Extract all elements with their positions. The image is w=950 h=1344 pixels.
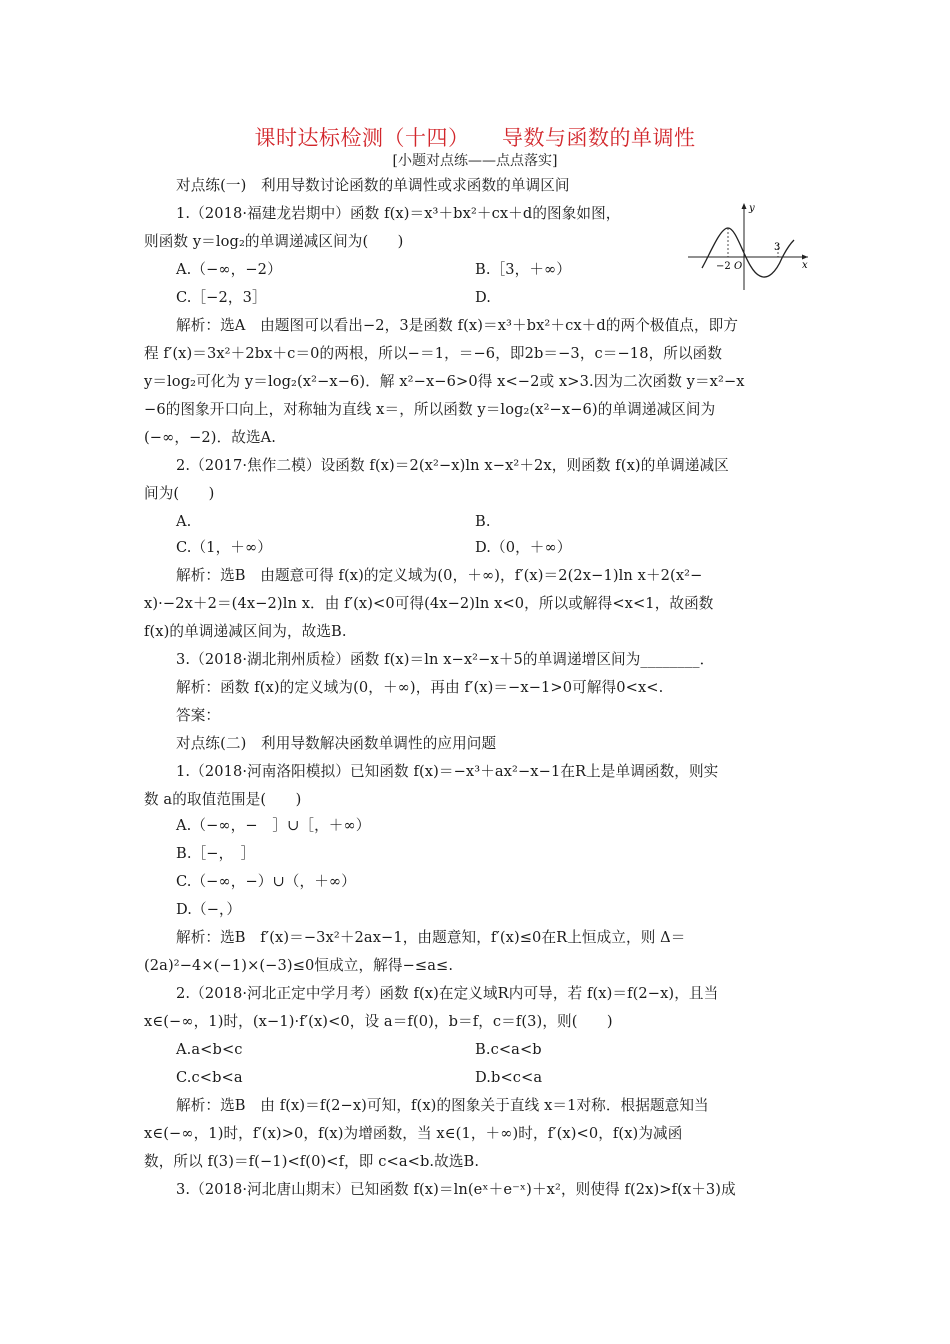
page-title: 课时达标检测（十四） 导数与函数的单调性 [254, 126, 696, 150]
text-line: f(x)的单调递减区间为，故选B. [144, 623, 347, 640]
x-axis-label: x [802, 260, 808, 271]
text-line: 解析：选B 由 f(x)＝f(2−x)可知，f(x)的图象关于直线 x＝1对称．根据题意知当 [176, 1097, 709, 1114]
text-line: (2a)²−4×(−1)×(−3)≤0恒成立，解得−≤a≤. [144, 957, 454, 974]
text-line: 解析：选A 由题图可以看出−2，3是函数 f(x)＝x³＋bx²＋cx＋d的两个极值点，即方 [176, 317, 739, 334]
text-line: 3.（2018·湖北荆州质检）函数 f(x)＝ln x−x²−x＋5的单调递增区间为________． [176, 651, 715, 668]
option-a: A.a<b<c [176, 1041, 243, 1058]
x-axis-arrow [802, 255, 808, 260]
text-line: 程 f′(x)＝3x²＋2bx＋c＝0的两根，所以−＝1，＝−6，即2b＝−3，c＝−18，所以函数 [144, 345, 723, 362]
text-line: x)·−2x＋2＝(4x−2)ln x．由 f′(x)<0可得(4x−2)ln x<0，所以或解得<x<1，故函数 [144, 595, 714, 612]
option-b: B.［3，＋∞） [475, 261, 571, 278]
text-line: 解析：选B f′(x)＝−3x²＋2ax−1，由题意知，f′(x)≤0在R上恒成立，则 Δ＝ [176, 929, 686, 946]
option-c: C.c<b<a [176, 1069, 243, 1086]
option-b: B. [475, 513, 491, 530]
section-heading: 对点练(二) 利用导数解决函数单调性的应用问题 [176, 735, 497, 752]
text-line: 则函数 y＝log₂的单调递减区间为( ) [144, 233, 404, 250]
text-line: 1.（2018·福建龙岩期中）函数 f(x)＝x³＋bx²＋cx＋d的图象如图， [176, 205, 621, 222]
text-line: (−∞，−2)．故选A. [144, 429, 277, 446]
option-a: A.（−∞，− ］∪［，＋∞） [176, 817, 371, 834]
text-line: 数，所以 f(3)＝f(−1)<f(0)<f，即 c<a<b.故选B. [144, 1153, 480, 1170]
section-heading: 对点练(一) 利用导数讨论函数的单调性或求函数的单调区间 [176, 177, 570, 194]
text-line: 1.（2018·河南洛阳模拟）已知函数 f(x)＝−x³＋ax²−x−1在R上是单调函数，则实 [176, 763, 719, 780]
text-line: 2.（2017·焦作二模）设函数 f(x)＝2(x²−x)ln x−x²＋2x，则函数 f(x)的单调递减区 [176, 457, 729, 474]
text-line: y＝log₂可化为 y＝log₂(x²−x−6)．解 x²−x−6>0得 x<−2或 x>3.因为二次函数 y＝x²−x [144, 373, 745, 390]
option-c: C.（−∞，−）∪（，＋∞） [176, 873, 356, 890]
text-line: x∈(−∞，1)时，(x−1)·f′(x)<0，设 a＝f(0)，b＝f，c＝f(3)，则( ) [144, 1013, 613, 1030]
text-line: 间为( ) [144, 485, 215, 502]
text-line: x∈(−∞，1)时，f′(x)>0，f(x)为增函数，当 x∈(1，＋∞)时，f′(x)<0，f(x)为减函 [144, 1125, 683, 1142]
option-b: B.［−， ］ [176, 845, 256, 862]
text-line: −6的图象开口向上，对称轴为直线 x＝，所以函数 y＝log₂(x²−x−6)的单调递减区间为 [144, 401, 716, 418]
option-c: C.（1，＋∞） [176, 539, 272, 556]
option-a: A.（−∞，−2） [176, 261, 282, 278]
option-d: D.（0，＋∞） [475, 539, 572, 556]
y-axis-label: y [749, 203, 755, 214]
text-line: 3.（2018·河北唐山期末）已知函数 f(x)＝ln(eˣ＋e⁻ˣ)＋x²，则使得 f(2x)>f(x＋3)成 [176, 1181, 736, 1198]
text-line: 2.（2018·河北正定中学月考）函数 f(x)在定义域R内可导，若 f(x)＝f(2−x)，且当 [176, 985, 719, 1002]
text-line: 数 a的取值范围是( ) [144, 791, 302, 808]
origin-label: O [734, 261, 743, 272]
option-d: D. [475, 289, 492, 306]
text-line: 解析：函数 f(x)的定义域为(0，＋∞)，再由 f′(x)＝−x−1>0可解得0<x<. [176, 679, 664, 696]
y-axis-arrow [742, 203, 747, 209]
tick-label-neg: −2 [716, 261, 731, 272]
page-subtitle: [小题对点练——点点落实] [392, 153, 558, 169]
option-a: A. [176, 513, 192, 530]
option-d: D.b<c<a [475, 1069, 543, 1086]
option-b: B.c<a<b [475, 1041, 542, 1058]
option-d: D.（−，） [176, 901, 242, 918]
option-c: C.［−2，3］ [176, 289, 267, 306]
function-graph-figure [686, 198, 812, 294]
text-line: 解析：选B 由题意可得 f(x)的定义域为(0，＋∞)，f′(x)＝2(2x−1)ln x＋2(x²− [176, 567, 703, 584]
tick-label-pos: 3 [774, 242, 781, 253]
answer-label: 答案： [176, 707, 221, 724]
